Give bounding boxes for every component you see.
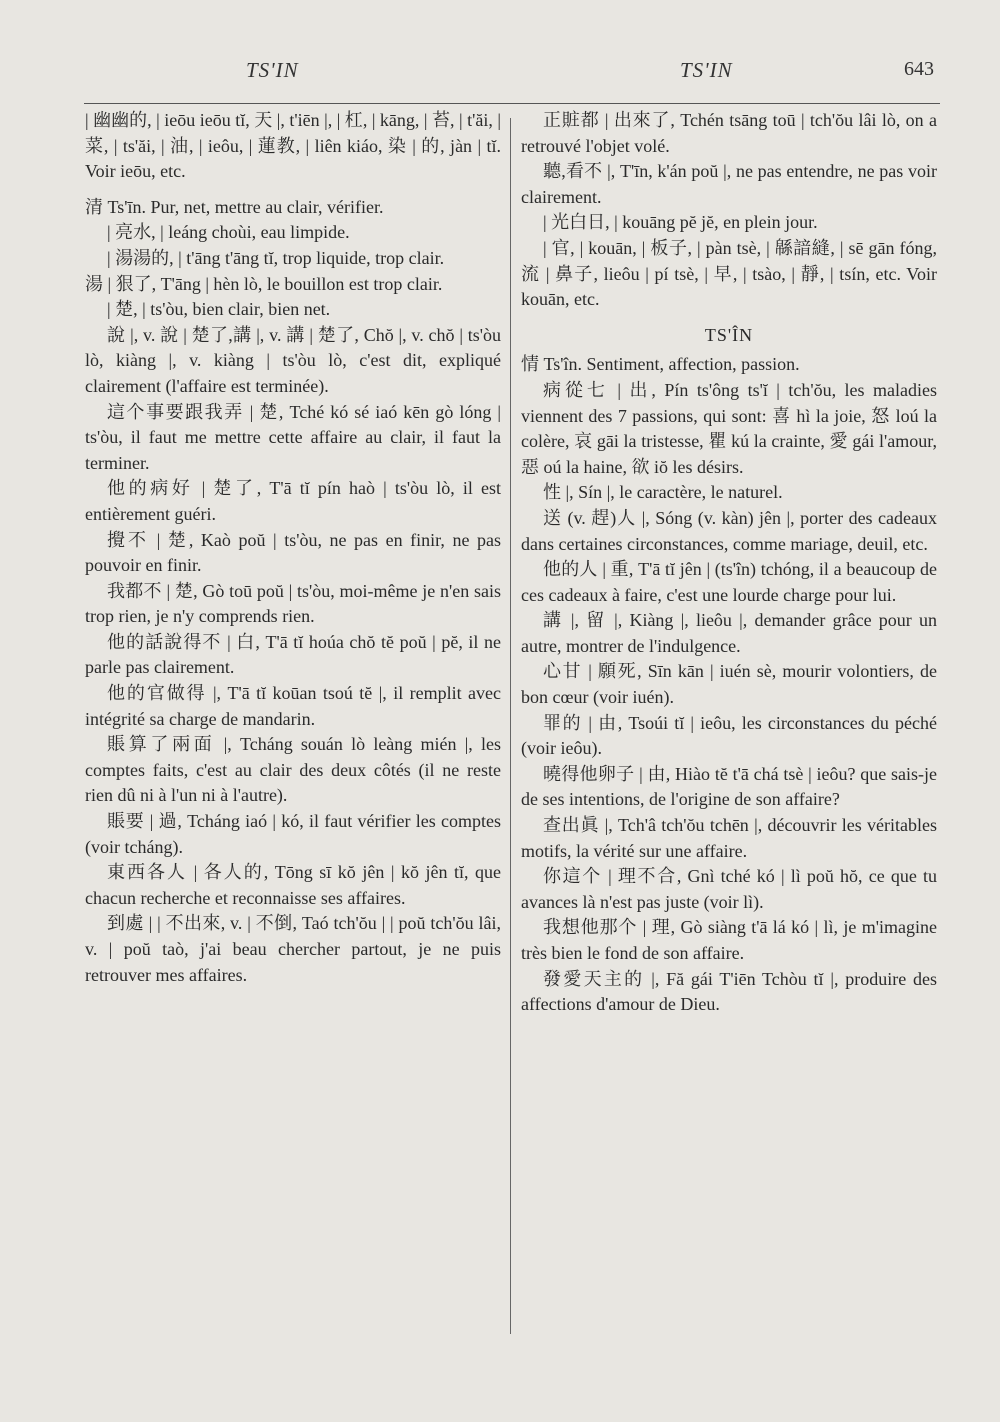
entry: | 湯湯的, | t'āng t'āng tĭ, trop liquide, trop clair. xyxy=(107,247,445,268)
entry: 到處 | | 不出來, v. | 不倒, Taó tch'ŏu | | poŭ tch'ŏu lâi, v. | poŭ taò, j'ai beau chercher partout, je ne puis retrouver mes affaires. xyxy=(85,913,501,985)
entry: 他的話說得不 | 白, T'ā tĭ hoúa chŏ tĕ poŭ | pĕ, il ne parle pas clairement. xyxy=(85,631,501,678)
entry: 你這个 | 理不合, Gnì tché kó | lì poŭ hŏ, ce que tu avances là n'est pas juste (voir lì). xyxy=(521,866,937,912)
entry: 賬要 | 過, Tcháng iaó | kó, il faut vérifier les comptes (voir tcháng). xyxy=(85,811,501,857)
entry: 我想他那个 | 理, Gò siàng t'ā lá kó | lì, je m'imagine très bien le fond de son affaire. xyxy=(521,917,937,963)
entry: 性 |, Sín |, le caractère, le naturel. xyxy=(543,482,783,503)
entry: 這个事要跟我弄 | 楚, Tché kó sé iaó kēn gò lóng | ts'òu, il faut me mettre cette affaire au clair, il faut la terminer. xyxy=(85,401,501,473)
section-heading: TS'ÎN xyxy=(704,324,754,345)
left-column xyxy=(85,108,501,988)
entry: 病從七 | 出, Pín ts'ông ts'ĭ | tch'ŏu, les maladies viennent des 7 passions, qui sont: 喜 hì la joie, 怒 loú la colère, 哀 gāi la tristesse, 瞿 kú la crainte, 愛 gái l'amour, 惡 oú la haine, 欲 iŏ les désirs. xyxy=(521,379,937,477)
column-divider xyxy=(510,118,511,1334)
running-head-left: TS'IN xyxy=(246,58,299,82)
entry: 罪的 | 由, Tsoúi tĭ | ieôu, les circonstances du péché (voir ieôu). xyxy=(521,712,937,759)
entry: 賬算了兩面 |, Tcháng souán lò leàng mién |, les comptes faits, c'est au clair des deux côtés (il ne reste rien dû ni à l'un ni à l'autre). xyxy=(85,734,501,806)
entry: | 官, | kouān, | 板子, | pàn tsè, | 緜諳縫, | sē gān fóng, 流 | 鼻子, lieôu | pí tsè, | 早, | tsào, | 靜, | tsín, etc. Voir kouān, etc. xyxy=(521,237,937,310)
entry: 聽,看不 |, T'īn, k'án poŭ |, ne pas entendre, ne pas voir clairement. xyxy=(521,161,937,207)
entry: 講 |, 留 |, Kiàng |, lieôu |, demander grâce pour un autre, montrer de l'indulgence. xyxy=(521,610,937,656)
entry: 正賍都 | 出來了, Tchén tsāng toū | tch'ŏu lâi lò, on a retrouvé l'objet volé. xyxy=(521,110,937,156)
running-head-right: TS'IN xyxy=(680,58,733,82)
entry: | 光白日, | kouāng pĕ jĕ, en plein jour. xyxy=(543,212,818,233)
entry: 發愛天主的 |, Fă gái T'iēn Tchòu tĭ |, produire des affections d'amour de Dieu. xyxy=(521,968,937,1015)
entry: 查出眞 |, Tch'â tch'ŏu tchēn |, découvrir les véritables motifs, la vérité sur une affaire. xyxy=(521,815,937,861)
entry: | 亮水, | leáng choùi, eau limpide. xyxy=(107,222,350,243)
header-rule xyxy=(84,103,940,104)
headword-entry: 清 Ts'īn. Pur, net, mettre au clair, vérifier. xyxy=(85,196,384,217)
entry: | 幽幽的, | ieōu ieōu tĭ, 天 |, t'iēn |, | 杠, | kāng, | 苔, | t'ăi, | 菜, | ts'ăi, | 油, | ieôu, | 蓮教, | liên kiáo, 染 | 的, jàn | tĭ. Voir ieōu, etc. xyxy=(85,110,501,182)
entry: 他的官做得 |, T'ā tĭ koūan tsoú tĕ |, il remplit avec intégrité sa charge de mandarin. xyxy=(85,683,501,729)
entry: 他的病好 | 楚了, T'ā tĭ pín haò | ts'òu lò, il est entièrement guéri. xyxy=(85,478,501,524)
entry: | 楚, | ts'òu, bien clair, bien net. xyxy=(107,299,331,320)
headword-entry: 情 Ts'în. Sentiment, affection, passion. xyxy=(521,354,800,375)
entry: 他的人 | 重, T'ā tĭ jên | (ts'în) tchóng, il a beaucoup de ces cadeaux à faire, c'est une lourde charge pour lui. xyxy=(521,559,937,605)
entry: 攪不 | 楚, Kaò poŭ | ts'òu, ne pas en finir, ne pas pouvoir en finir. xyxy=(85,529,501,576)
right-column xyxy=(521,108,937,1018)
entry: 我都不 | 楚, Gò toū poŭ | ts'òu, moi-même je n'en sais trop rien, je n'y comprends rien. xyxy=(85,580,501,627)
entry: 湯 | 狠了, T'āng | hèn lò, le bouillon est trop clair. xyxy=(85,273,443,294)
entry: 曉得他卵子 | 由, Hiào tĕ t'ā chá tsè | ieôu? que sais-je de ses intentions, de l'origine de son affaire? xyxy=(521,763,937,810)
page-number: 643 xyxy=(904,58,934,80)
entry: 送 (v. 趕)人 |, Sóng (v. kàn) jên |, porter des cadeaux dans certaines circonstances, comme mariage, deuil, etc. xyxy=(521,507,937,554)
entry: 說 |, v. 說 | 楚了,講 |, v. 講 | 楚了, Chŏ |, v. chŏ | ts'òu lò, kiàng |, v. kiàng | ts'òu lò, c'est dit, expliqué clairement (l'affaire est terminée). xyxy=(85,324,501,396)
entry: 心甘 | 願死, Sīn kān | iuén sè, mourir volontiers, de bon cœur (voir iuén). xyxy=(521,661,937,708)
entry: 東西各人 | 各人的, Tōng sī kŏ jên | kŏ jên tĭ, que chacun recherche et reconnaisse ses affaires. xyxy=(85,862,501,908)
